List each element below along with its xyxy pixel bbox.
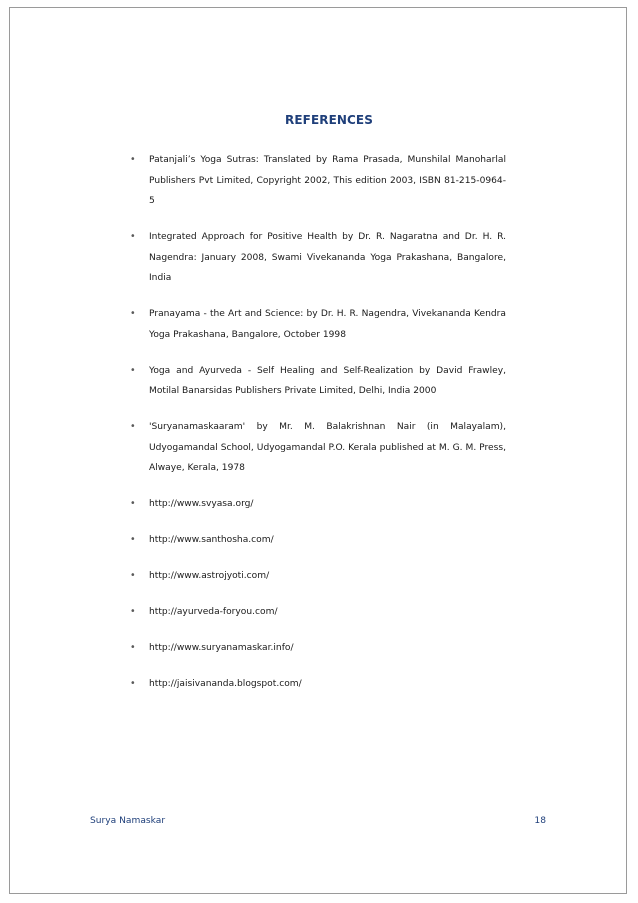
page-number: 18: [534, 816, 546, 826]
bullet-icon: •: [130, 606, 136, 617]
reference-link[interactable]: http://www.santhosha.com/: [149, 535, 274, 545]
list-item: [0, 150, 638, 212]
bullet-icon: •: [130, 421, 136, 432]
list-item: [0, 638, 638, 659]
bullet-icon: •: [130, 231, 136, 242]
list-item: [0, 494, 638, 515]
bullet-icon: •: [130, 154, 136, 165]
list-item: [0, 566, 638, 587]
bullet-icon: •: [130, 364, 136, 376]
list-item: [0, 674, 638, 695]
reference-text: 'Suryanamaskaaram' by Mr. M. Balakrishnan Nair (in Malayalam), Udyogamandal School, Udyogamandal P.O. Kerala published at M. G. M. Press, Alwaye, Kerala, 1978: [149, 422, 506, 473]
reference-text: Integrated Approach for Positive Health by Dr. R. Nagaratna and Dr. H. R. Nagendra: January 2008, Swami Vivekananda Yoga Prakashana, Bangalore, India: [149, 232, 506, 283]
bullet-icon: •: [130, 308, 136, 319]
list-item: [0, 530, 638, 551]
reference-link[interactable]: http://www.svyasa.org/: [149, 499, 254, 509]
reference-link[interactable]: http://www.suryanamaskar.info/: [149, 643, 294, 653]
bullet-icon: •: [130, 570, 136, 581]
reference-link[interactable]: http://ayurveda-foryou.com/: [149, 607, 278, 617]
bullet-icon: •: [130, 678, 136, 689]
reference-link[interactable]: http://jaisivananda.blogspot.com/: [149, 679, 302, 689]
bullet-icon: •: [130, 534, 136, 545]
list-item: [0, 361, 638, 402]
list-item: [0, 602, 638, 623]
reference-text: Patanjali’s Yoga Sutras: Translated by Rama Prasada, Munshilal Manoharlal Publishers Pvt Limited, Copyright 2002, This edition 2003, ISBN 81-215-0964-5: [149, 155, 506, 206]
list-item: [0, 227, 638, 289]
bullet-icon: •: [130, 642, 136, 653]
reference-text: Pranayama - the Art and Science: by Dr. H. R. Nagendra, Vivekananda Kendra Yoga Prakashana, Bangalore, October 1998: [149, 309, 506, 340]
footer-title: Surya Namaskar: [90, 816, 166, 826]
reference-link[interactable]: http://www.astrojyoti.com/: [149, 571, 270, 581]
list-item: [0, 417, 638, 479]
page-title: REFERENCES: [285, 113, 373, 127]
bullet-icon: •: [130, 498, 136, 509]
list-item: [0, 304, 638, 345]
reference-list: [0, 150, 638, 710]
reference-text: Yoga and Ayurveda - Self Healing and Self-Realization by David Frawley, Motilal Banarsidas Publishers Private Limited, Delhi, India 2000: [149, 365, 506, 396]
